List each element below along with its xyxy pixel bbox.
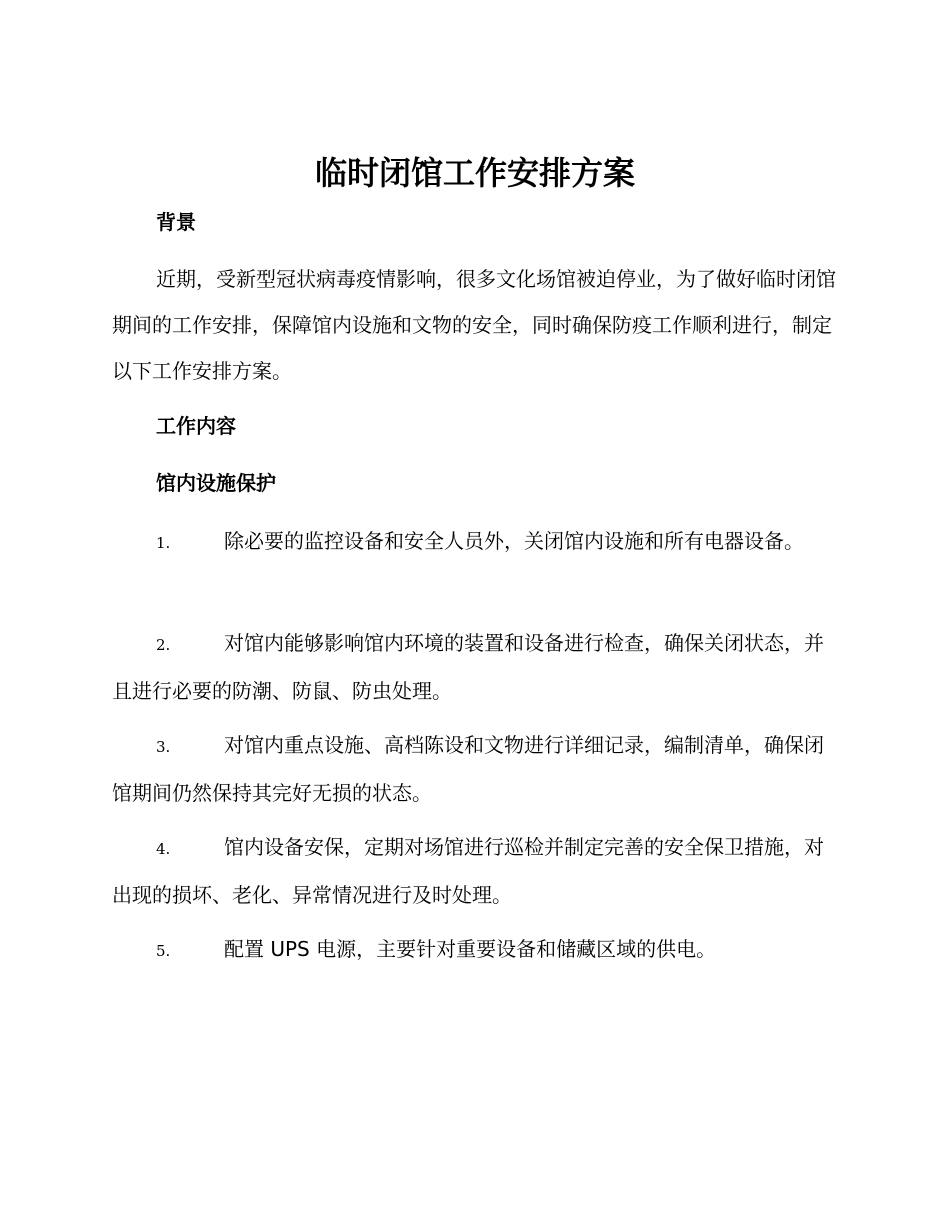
list-item-text: 馆内设备安保，定期对场馆进行巡检并制定完善的安全保卫措施，对出现的损坏、老化、异常情况进行及时处理。 (112, 835, 824, 907)
background-paragraph: 近期，受新型冠状病毒疫情影响，很多文化场馆被迫停业，为了做好临时闭馆期间的工作安排，保障馆内设施和文物的安全，同时确保防疫工作顺利进行，制定以下工作安排方案。 (112, 267, 836, 383)
list-item (112, 824, 842, 918)
list-item-text: 对馆内重点设施、高档陈设和文物进行详细记录，编制清单，确保闭馆期间仍然保持其完好无损的状态。 (112, 733, 824, 805)
list-item-text: 对馆内能够影响馆内环境的装置和设备进行检查，确保关闭状态，并且进行必要的防潮、防鼠、防虫处理。 (112, 631, 824, 703)
list-item (112, 926, 842, 974)
list-item-number: 5. (156, 942, 171, 960)
section-heading-background: 背景 (156, 210, 196, 234)
list-item-number: 4. (156, 840, 171, 858)
list-item-number: 1. (156, 534, 171, 552)
list-item-text: 配置 UPS 电源，主要针对重要设备和储藏区域的供电。 (224, 937, 717, 961)
section-heading-work: 工作内容 (156, 414, 236, 438)
section-heading-facility: 馆内设施保护 (156, 471, 276, 495)
list-item-text: 除必要的监控设备和安全人员外，关闭馆内设施和所有电器设备。 (224, 529, 804, 553)
list-item (112, 722, 842, 816)
list-item (112, 620, 842, 714)
document-title: 临时闭馆工作安排方案 (314, 154, 635, 192)
list-item-number: 2. (156, 636, 171, 654)
list-item (112, 518, 842, 566)
list-item-number: 3. (156, 738, 171, 756)
